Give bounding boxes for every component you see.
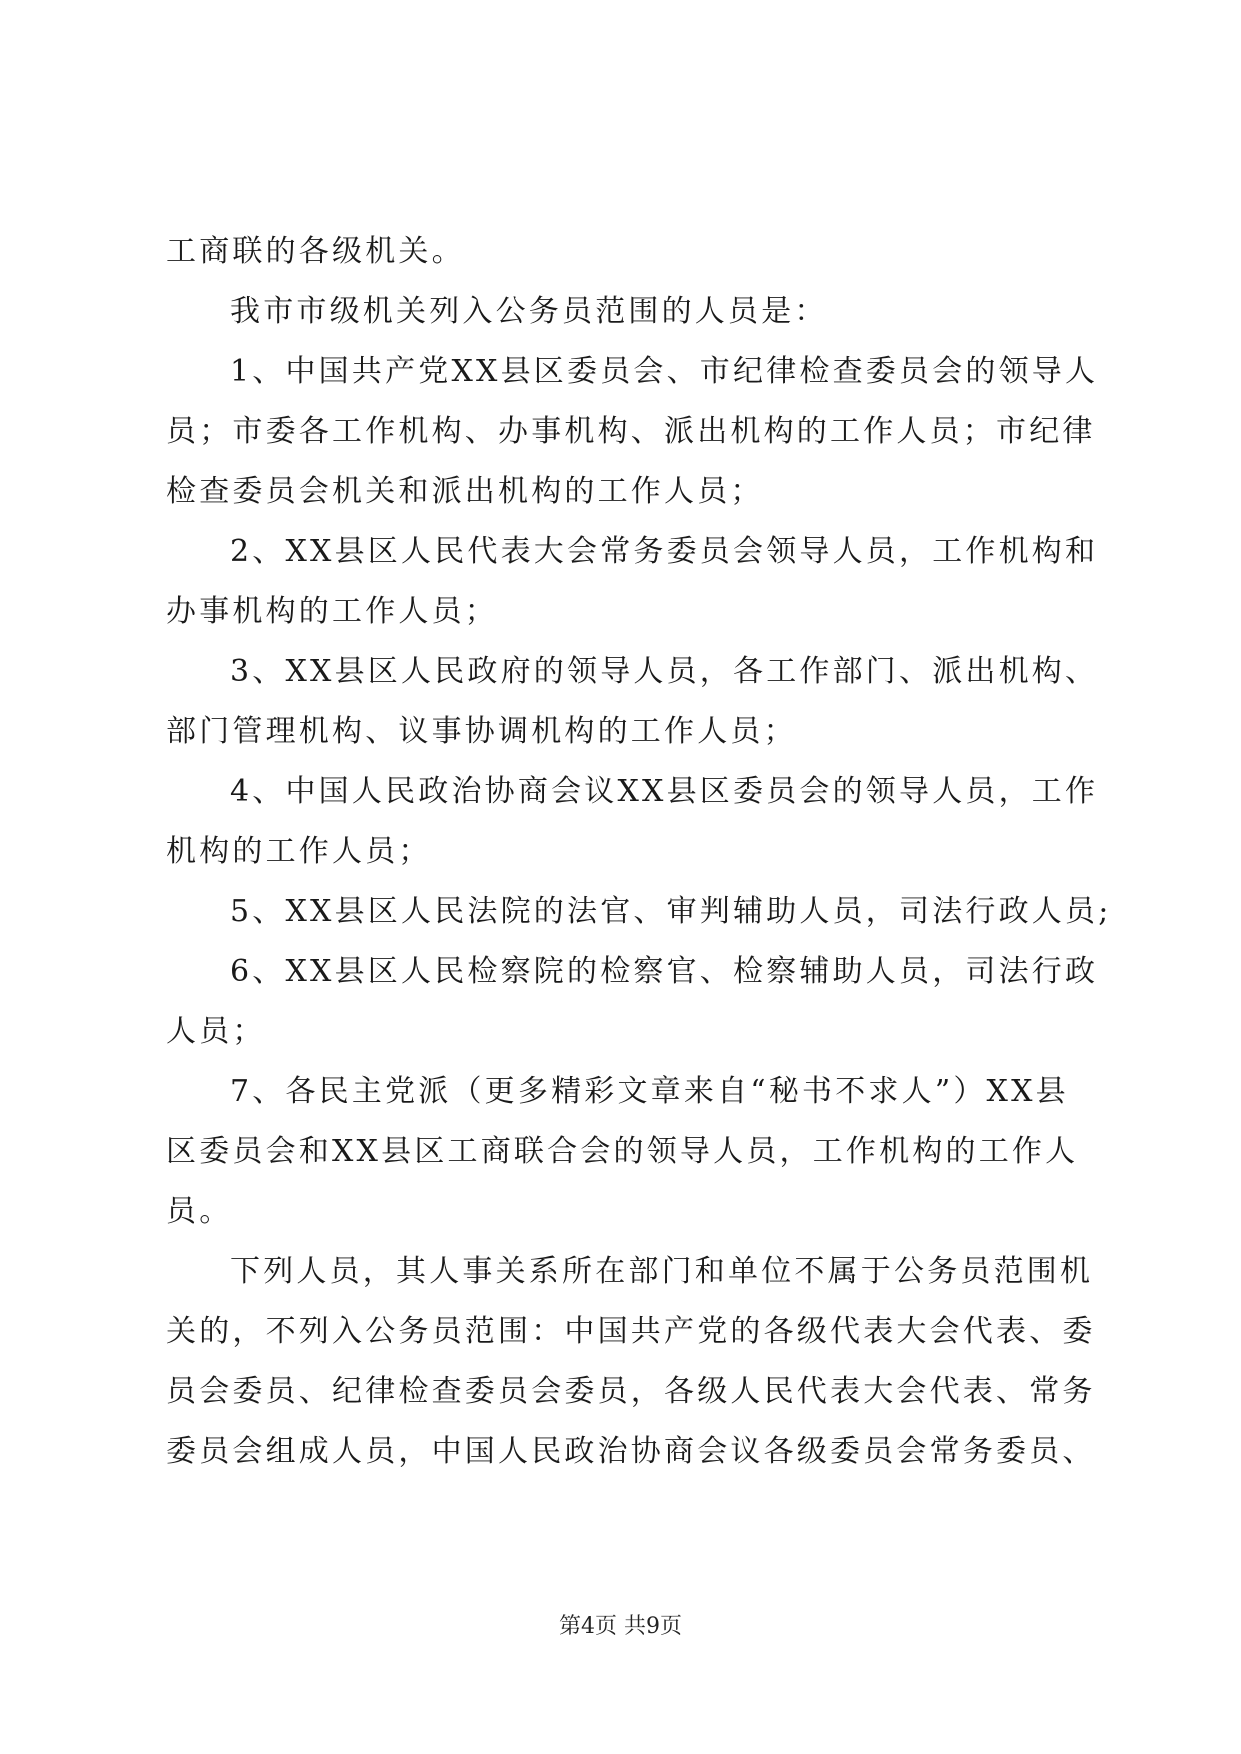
text-line: 部门管理机构、议事协调机构的工作人员； (166, 714, 797, 749)
text-line: 7、各民主党派（更多精彩文章来自“秘书不求人”）XX县 (230, 1074, 1069, 1109)
text-line: 下列人员，其人事关系所在部门和单位不属于公务员范围机 (230, 1254, 1094, 1289)
text-line: 3、XX县区人民政府的领导人员，各工作部门、派出机构、 (230, 654, 1099, 689)
text-line: 员。 (166, 1194, 233, 1229)
text-line: 委员会组成人员，中国人民政治协商会议各级委员会常务委员、 (166, 1434, 1096, 1469)
text-line: 员会委员、纪律检查委员会委员，各级人民代表大会代表、常务 (166, 1374, 1096, 1409)
text-line: 1、中国共产党XX县区委员会、市纪律检查委员会的领导人 (230, 354, 1099, 389)
text-line: 办事机构的工作人员； (166, 594, 498, 629)
text-line: 4、中国人民政治协商会议XX县区委员会的领导人员，工作 (230, 774, 1099, 809)
text-line: 人员； (166, 1014, 266, 1049)
text-line: 我市市级机关列入公务员范围的人员是： (230, 294, 828, 329)
text-line: 机构的工作人员； (166, 834, 432, 869)
body-text (166, 222, 1112, 1482)
text-line: 员；市委各工作机构、办事机构、派出机构的工作人员；市纪律 (166, 414, 1096, 449)
text-line: 关的，不列入公务员范围：中国共产党的各级代表大会代表、委 (166, 1314, 1096, 1349)
text-line: 2、XX县区人民代表大会常务委员会领导人员，工作机构和 (230, 534, 1099, 569)
text-line: 区委员会和XX县区工商联合会的领导人员，工作机构的工作人 (166, 1134, 1079, 1169)
page-number-footer: 第4页 共9页 (559, 1614, 682, 1639)
text-line: 6、XX县区人民检察院的检察官、检察辅助人员，司法行政 (230, 954, 1099, 989)
text-line: 检查委员会机关和派出机构的工作人员； (166, 474, 764, 509)
text-line: 工商联的各级机关。 (166, 234, 465, 269)
text-line: 5、XX县区人民法院的法官、审判辅助人员，司法行政人员; (230, 894, 1112, 929)
